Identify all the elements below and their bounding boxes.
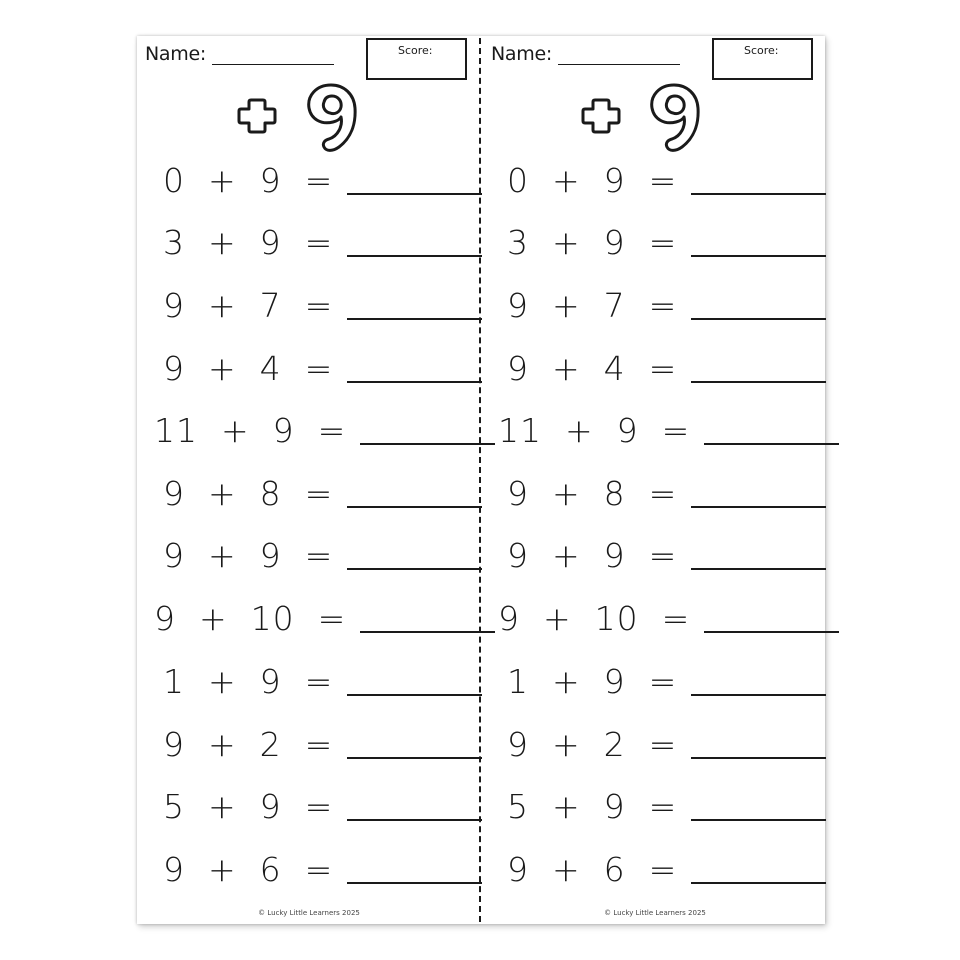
- problem-row: [163, 473, 482, 513]
- worksheet-half-left: [137, 36, 481, 924]
- problem-row: [154, 410, 495, 450]
- problem-row: [507, 849, 826, 889]
- answer-line[interactable]: [347, 819, 482, 821]
- problem-equation: 0 + 9 =: [163, 160, 334, 200]
- nine-icon: [646, 82, 702, 154]
- problem-equation: 9 + 8 =: [163, 473, 334, 513]
- problem-row: [507, 724, 826, 764]
- problem-row: [507, 661, 826, 701]
- answer-line[interactable]: [691, 819, 826, 821]
- problem-equation: 9 + 2 =: [507, 724, 678, 764]
- problem-equation: 9 + 7 =: [163, 285, 334, 325]
- problem-row: [163, 849, 482, 889]
- problem-equation: 9 + 6 =: [507, 849, 678, 889]
- plus-icon: [236, 97, 278, 135]
- worksheet-page: [137, 36, 825, 924]
- answer-line[interactable]: [691, 381, 826, 383]
- problem-row: [163, 661, 482, 701]
- answer-line[interactable]: [347, 381, 482, 383]
- name-field[interactable]: [212, 64, 334, 65]
- problem-row: [507, 285, 826, 325]
- problem-equation: 11 + 9 =: [498, 410, 691, 450]
- problem-row: [163, 285, 482, 325]
- problem-row: [507, 786, 826, 826]
- problem-row: [507, 160, 826, 200]
- plus-icon: [580, 97, 622, 135]
- problem-row: [507, 535, 826, 575]
- problem-row: [498, 598, 839, 638]
- problem-row: [163, 724, 482, 764]
- problem-equation: 5 + 9 =: [507, 786, 678, 826]
- problem-row: [163, 160, 482, 200]
- problem-row: [163, 786, 482, 826]
- problem-equation: 3 + 9 =: [163, 222, 334, 262]
- answer-line[interactable]: [691, 255, 826, 257]
- problem-row: [154, 598, 495, 638]
- answer-line[interactable]: [691, 882, 826, 884]
- problem-row: [498, 410, 839, 450]
- answer-line[interactable]: [347, 568, 482, 570]
- problem-row: [507, 348, 826, 388]
- answer-line[interactable]: [360, 631, 495, 633]
- answer-line[interactable]: [691, 694, 826, 696]
- nine-icon: [303, 82, 359, 154]
- problem-row: [507, 222, 826, 262]
- answer-line[interactable]: [691, 757, 826, 759]
- problem-equation: 9 + 10 =: [154, 598, 347, 638]
- problem-equation: 9 + 9 =: [507, 535, 678, 575]
- problem-row: [507, 473, 826, 513]
- score-box[interactable]: [712, 38, 813, 80]
- answer-line[interactable]: [360, 443, 495, 445]
- problem-equation: 9 + 9 =: [163, 535, 334, 575]
- copyright-footer: © Lucky Little Learners 2025: [604, 909, 706, 917]
- problem-equation: 9 + 6 =: [163, 849, 334, 889]
- answer-line[interactable]: [691, 506, 826, 508]
- answer-line[interactable]: [347, 694, 482, 696]
- answer-line[interactable]: [347, 193, 482, 195]
- answer-line[interactable]: [347, 506, 482, 508]
- problem-row: [163, 535, 482, 575]
- name-label: Name:: [491, 43, 552, 65]
- problem-equation: 9 + 4 =: [163, 348, 334, 388]
- problem-equation: 9 + 10 =: [498, 598, 691, 638]
- score-label: Score:: [744, 44, 779, 57]
- problem-row: [163, 222, 482, 262]
- problem-equation: 9 + 7 =: [507, 285, 678, 325]
- problem-equation: 9 + 4 =: [507, 348, 678, 388]
- answer-line[interactable]: [347, 882, 482, 884]
- answer-line[interactable]: [691, 568, 826, 570]
- answer-line[interactable]: [704, 631, 839, 633]
- score-box[interactable]: [366, 38, 467, 80]
- answer-line[interactable]: [347, 757, 482, 759]
- answer-line[interactable]: [347, 255, 482, 257]
- answer-line[interactable]: [347, 318, 482, 320]
- copyright-footer: © Lucky Little Learners 2025: [258, 909, 360, 917]
- problem-equation: 1 + 9 =: [507, 661, 678, 701]
- problem-equation: 0 + 9 =: [507, 160, 678, 200]
- problem-row: [163, 348, 482, 388]
- problem-equation: 9 + 8 =: [507, 473, 678, 513]
- problem-equation: 11 + 9 =: [154, 410, 347, 450]
- problem-equation: 9 + 2 =: [163, 724, 334, 764]
- answer-line[interactable]: [691, 318, 826, 320]
- answer-line[interactable]: [704, 443, 839, 445]
- worksheet-half-right: [483, 36, 827, 924]
- problem-equation: 1 + 9 =: [163, 661, 334, 701]
- score-label: Score:: [398, 44, 433, 57]
- answer-line[interactable]: [691, 193, 826, 195]
- name-label: Name:: [145, 43, 206, 65]
- name-field[interactable]: [558, 64, 680, 65]
- problem-equation: 3 + 9 =: [507, 222, 678, 262]
- problem-equation: 5 + 9 =: [163, 786, 334, 826]
